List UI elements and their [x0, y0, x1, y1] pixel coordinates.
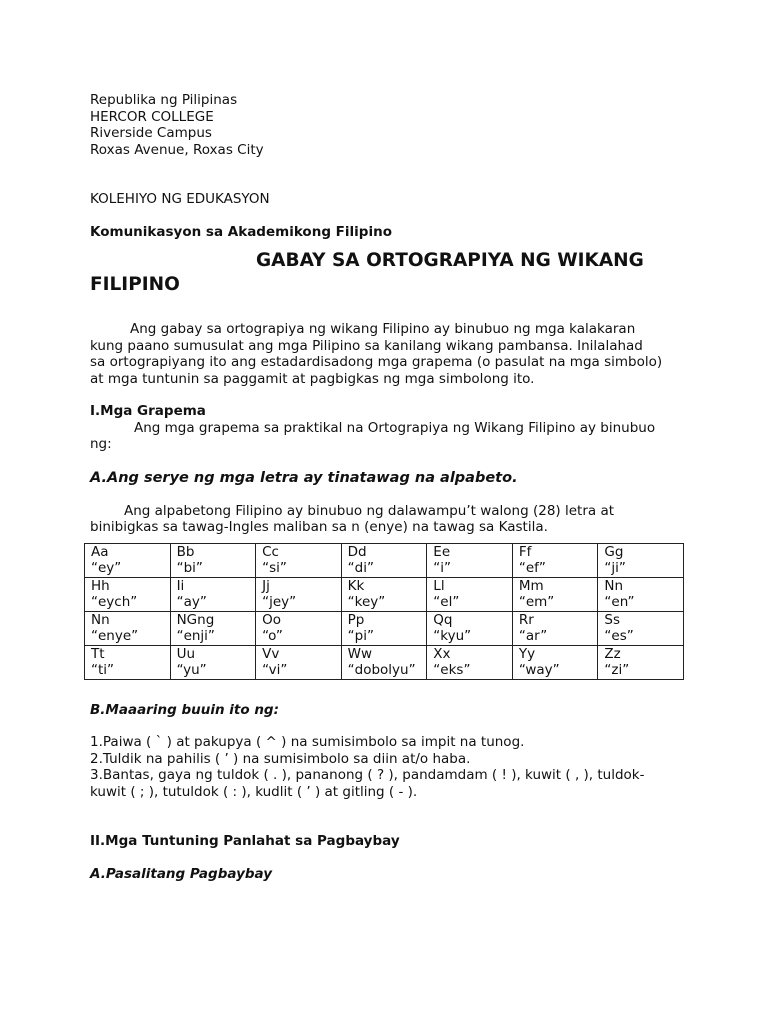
- pronunciation: “di”: [347, 560, 374, 576]
- alphabet-cell: [427, 611, 513, 645]
- alphabet-intro-line: Ang alpabetong Filipino ay binubuo ng dalawampu’t walong (28) letra at: [124, 502, 615, 519]
- alphabet-cell: [85, 543, 171, 577]
- letter: Qq: [433, 611, 453, 628]
- letter: Hh: [91, 577, 110, 594]
- letter: Tt: [91, 645, 105, 662]
- pronunciation: “ey”: [91, 560, 122, 576]
- letter: Kk: [347, 577, 365, 594]
- list-item: 3.Bantas, gaya ng tuldok ( . ), pananong ( ? ), pandamdam ( ! ), kuwit ( , ), tuldok-: [90, 767, 645, 783]
- alphabet-cell: [85, 577, 171, 611]
- pronunciation: “i”: [433, 560, 452, 576]
- pronunciation: “pi”: [347, 628, 374, 644]
- alphabet-cell: [170, 577, 256, 611]
- letter: Ww: [347, 645, 373, 662]
- alphabet-cell: [598, 645, 684, 679]
- republic-line: Republika ng Pilipinas: [90, 92, 238, 108]
- alphabet-cell: [170, 645, 256, 679]
- intro-line: sa ortograpiyang ito ang estadardisadong mga grapema (o pasulat na mga simbolo): [90, 354, 663, 370]
- letter: Vv: [262, 645, 280, 662]
- pronunciation: “eych”: [91, 594, 138, 610]
- alphabet-cell: [170, 543, 256, 577]
- pronunciation: “eks”: [433, 662, 471, 678]
- letter: Zz: [604, 645, 621, 662]
- address-line: Roxas Avenue, Roxas City: [90, 141, 264, 158]
- alphabet-intro: [90, 503, 690, 536]
- sub-b-heading: B.Maaaring buuin ito ng:: [90, 701, 279, 718]
- school-name: HERCOR COLLEGE: [90, 108, 214, 125]
- letter: Xx: [433, 645, 451, 662]
- alphabet-cell: [256, 577, 342, 611]
- alphabet-cell: [512, 611, 598, 645]
- letter: Nn: [604, 577, 624, 594]
- pronunciation: “vi”: [262, 662, 288, 678]
- table-row: [85, 611, 684, 645]
- alphabet-cell: [256, 611, 342, 645]
- pronunciation: “key”: [347, 594, 386, 610]
- section-1-heading: I.Mga Grapema: [90, 403, 206, 419]
- document-page: [90, 92, 690, 882]
- title-line-2: FILIPINO: [90, 274, 180, 295]
- alphabet-cell: [512, 577, 598, 611]
- alphabet-cell: [170, 611, 256, 645]
- college-name: KOLEHIYO NG EDUKASYON: [90, 191, 270, 207]
- marks-list: [90, 734, 690, 800]
- pronunciation: “en”: [604, 594, 635, 610]
- school-header: [90, 92, 690, 158]
- list-item: 2.Tuldik na pahilis ( ’ ) na sumisimbolo sa diin at/o haba.: [90, 750, 471, 767]
- section-1-text-cont: ng:: [90, 436, 112, 452]
- pronunciation: “enji”: [176, 628, 215, 644]
- pronunciation: “ji”: [604, 560, 626, 576]
- letter: Rr: [518, 611, 534, 628]
- letter: Pp: [347, 611, 365, 628]
- pronunciation: “way”: [518, 662, 560, 678]
- alphabet-cell: [427, 577, 513, 611]
- table-row: [85, 577, 684, 611]
- letter: NGng: [176, 611, 215, 628]
- alphabet-cell: [341, 543, 427, 577]
- letter: Jj: [262, 577, 270, 594]
- alphabet-cell: [598, 611, 684, 645]
- pronunciation: “ti”: [91, 662, 115, 678]
- pronunciation: “o”: [262, 628, 283, 644]
- alphabet-table: [84, 543, 684, 680]
- pronunciation: “bi”: [176, 560, 203, 576]
- section-1-text: Ang mga grapema sa praktikal na Ortograpiya ng Wikang Filipino ay binubuo: [134, 419, 656, 436]
- section-2-heading: II.Mga Tuntuning Panlahat sa Pagbaybay: [90, 833, 400, 849]
- alphabet-intro-line: binibigkas sa tawag-Ingles maliban sa n (enye) na tawag sa Kastila.: [90, 519, 548, 535]
- letter: Ll: [433, 577, 445, 594]
- pronunciation: “em”: [518, 594, 555, 610]
- letter: Bb: [176, 543, 195, 560]
- title-line-1: GABAY SA ORTOGRAPIYA NG WIKANG: [256, 250, 644, 271]
- letter: Yy: [518, 645, 536, 662]
- letter: Ss: [604, 611, 621, 628]
- alphabet-cell: [85, 611, 171, 645]
- pronunciation: “ar”: [518, 628, 548, 644]
- pronunciation: “es”: [604, 628, 634, 644]
- campus-line: Riverside Campus: [90, 125, 212, 141]
- letter: Oo: [262, 611, 282, 628]
- pronunciation: “enye”: [91, 628, 139, 644]
- alphabet-cell: [512, 645, 598, 679]
- course-title: Komunikasyon sa Akademikong Filipino: [90, 223, 392, 240]
- pronunciation: “si”: [262, 560, 287, 576]
- section-2-sub-a: A.Pasalitang Pagbaybay: [90, 865, 273, 882]
- intro-line: Ang gabay sa ortograpiya ng wikang Filipino ay binubuo ng mga kalakaran: [130, 321, 636, 337]
- alphabet-cell: [256, 543, 342, 577]
- pronunciation: “jey”: [262, 594, 297, 610]
- document-title: [90, 249, 690, 297]
- pronunciation: “kyu”: [433, 628, 472, 644]
- letter: Ii: [176, 577, 185, 594]
- letter: Ff: [518, 543, 532, 560]
- letter: Dd: [347, 543, 367, 560]
- intro-line: at mga tuntunin sa paggamit at pagbigkas ng mga simbolong ito.: [90, 370, 535, 387]
- alphabet-cell: [512, 543, 598, 577]
- letter: Cc: [262, 543, 279, 560]
- alphabet-cell: [341, 611, 427, 645]
- alphabet-cell: [427, 543, 513, 577]
- alphabet-cell: [341, 577, 427, 611]
- alphabet-cell: [427, 645, 513, 679]
- pronunciation: “zi”: [604, 662, 630, 678]
- pronunciation: “yu”: [176, 662, 207, 678]
- pronunciation: “dobolyu”: [347, 662, 416, 678]
- letter: Nn: [91, 611, 110, 628]
- letter: Aa: [91, 543, 109, 560]
- letter: Mm: [518, 577, 544, 594]
- alphabet-cell: [341, 645, 427, 679]
- alphabet-cell: [85, 645, 171, 679]
- list-item: kuwit ( ; ), tutuldok ( : ), kudlit ( ’ ) at gitling ( - ).: [90, 783, 418, 800]
- pronunciation: “ay”: [176, 594, 207, 610]
- letter: Uu: [176, 645, 196, 662]
- table-row: [85, 543, 684, 577]
- intro-paragraph: [90, 321, 690, 387]
- sub-a-heading: A.Ang serye ng mga letra ay tinatawag na alpabeto.: [90, 469, 518, 486]
- list-item: 1.Paiwa ( ` ) at pakupya ( ^ ) na sumisimbolo sa impit na tunog.: [90, 734, 525, 750]
- pronunciation: “el”: [433, 594, 460, 610]
- pronunciation: “ef”: [518, 560, 546, 576]
- letter: Gg: [604, 543, 624, 560]
- table-row: [85, 645, 684, 679]
- letter: Ee: [433, 543, 451, 560]
- alphabet-cell: [598, 577, 684, 611]
- alphabet-cell: [598, 543, 684, 577]
- alphabet-cell: [256, 645, 342, 679]
- intro-line: kung paano sumusulat ang mga Pilipino sa kanilang wikang pambansa. Inilalahad: [90, 337, 643, 354]
